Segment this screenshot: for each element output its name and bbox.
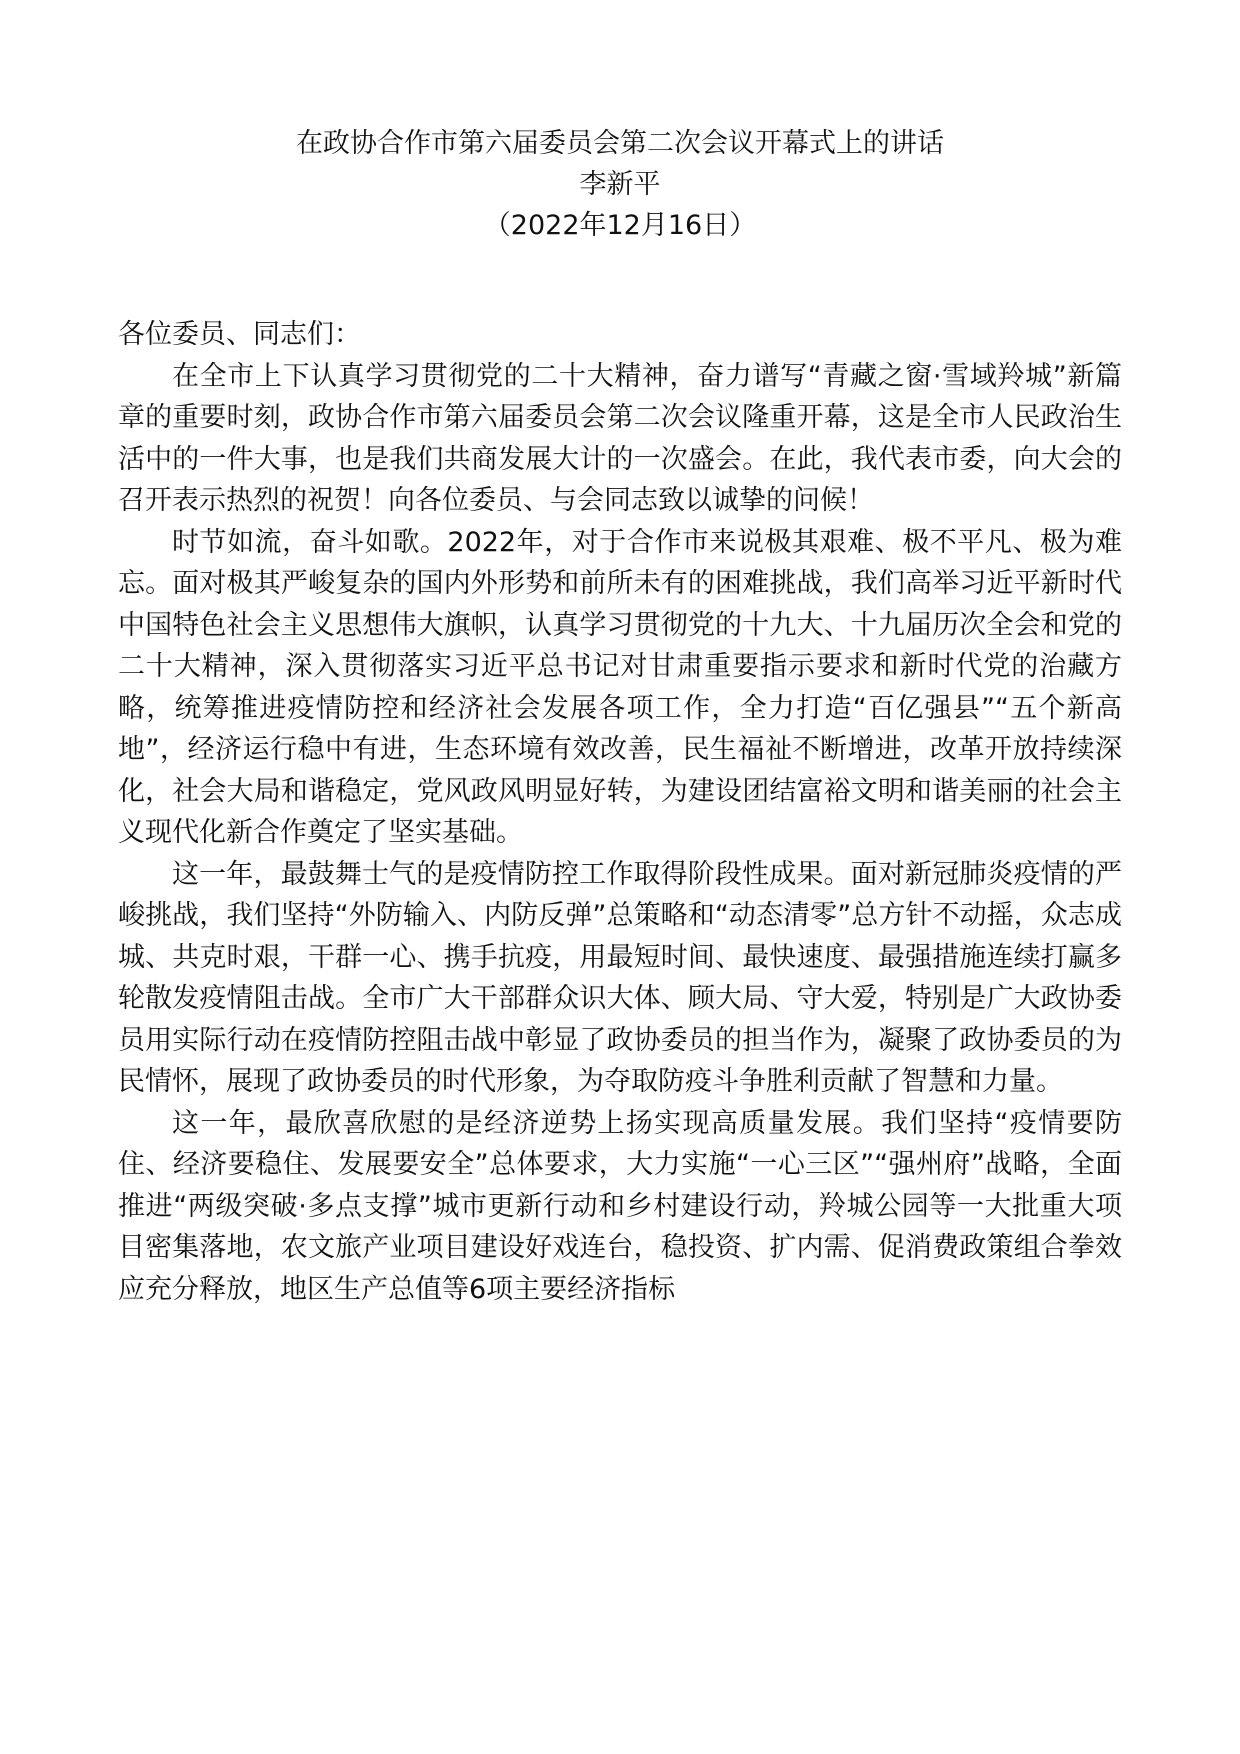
salutation: 各位委员、同志们： — [118, 319, 361, 350]
document-title: 在政协合作市第六届委员会第二次会议开幕式上的讲话 — [296, 128, 944, 159]
document-date: （2022年12月16日） — [483, 210, 757, 241]
paragraph-2: 时节如流，奋斗如歌。2022年，对于合作市来说极其艰难、极不平凡、极为难忘。面对极其严峻复杂的国内外形势和前所未有的困难挑战，我们高举习近平新时代中国特色社会主义思想伟大旗帜，认真学习贯彻党的十九大、十九届历次全会和党的二十大精神，深入贯彻落实习近平总书记对甘肃重要指示要求和新时代党的治藏方略，统筹推进疫情防控和经济社会发展各项工作，全力打造“百亿强县”“五个新高地”，经济运行稳中有进，生态环境有效改善，民生福祉不断增进，改革开放持续深化，社会大局和谐稳定，党风政风明显好转，为建设团结富裕文明和谐美丽的社会主义现代化新合作奠定了坚实基础。 — [118, 526, 1122, 848]
document-header — [0, 124, 1240, 247]
document-author: 李新平 — [579, 169, 661, 200]
paragraph-4: 这一年，最欣喜欣慰的是经济逆势上扬实现高质量发展。我们坚持“疫情要防住、经济要稳住、发展要安全”总体要求，大力实施“一心三区”“强州府”战略，全面推进“两级突破·多点支撑”城市更新行动和乡村建设行动，羚城公园等一大批重大项目密集落地，农文旅产业项目建设好戏连台，稳投资、扩内需、促消费政策组合拳效应充分释放，地区生产总值等6项主要经济指标 — [118, 1107, 1122, 1305]
paragraph-1: 在全市上下认真学习贯彻党的二十大精神，奋力谱写“青藏之窗·雪域羚城”新篇章的重要时刻，政协合作市第六届委员会第二次会议隆重开幕，这是全市人民政治生活中的一件大事，也是我们共商发展大计的一次盛会。在此，我代表市委，向大会的召开表示热烈的祝贺！向各位委员、与会同志致以诚挚的问候！ — [118, 360, 1122, 516]
document-body — [118, 314, 1122, 1310]
paragraph-3: 这一年，最鼓舞士气的是疫情防控工作取得阶段性成果。面对新冠肺炎疫情的严峻挑战，我们坚持“外防输入、内防反弹”总策略和“动态清零”总方针不动摇，众志成城、共克时艰，干群一心、携手抗疫，用最短时间、最快速度、最强措施连续打赢多轮散发疫情阻击战。全市广大干部群众识大体、顾大局、守大爱，特别是广大政协委员用实际行动在疫情防控阻击战中彰显了政协委员的担当作为，凝聚了政协委员的为民情怀，展现了政协委员的时代形象，为夺取防疫斗争胜利贡献了智慧和力量。 — [118, 858, 1122, 1097]
